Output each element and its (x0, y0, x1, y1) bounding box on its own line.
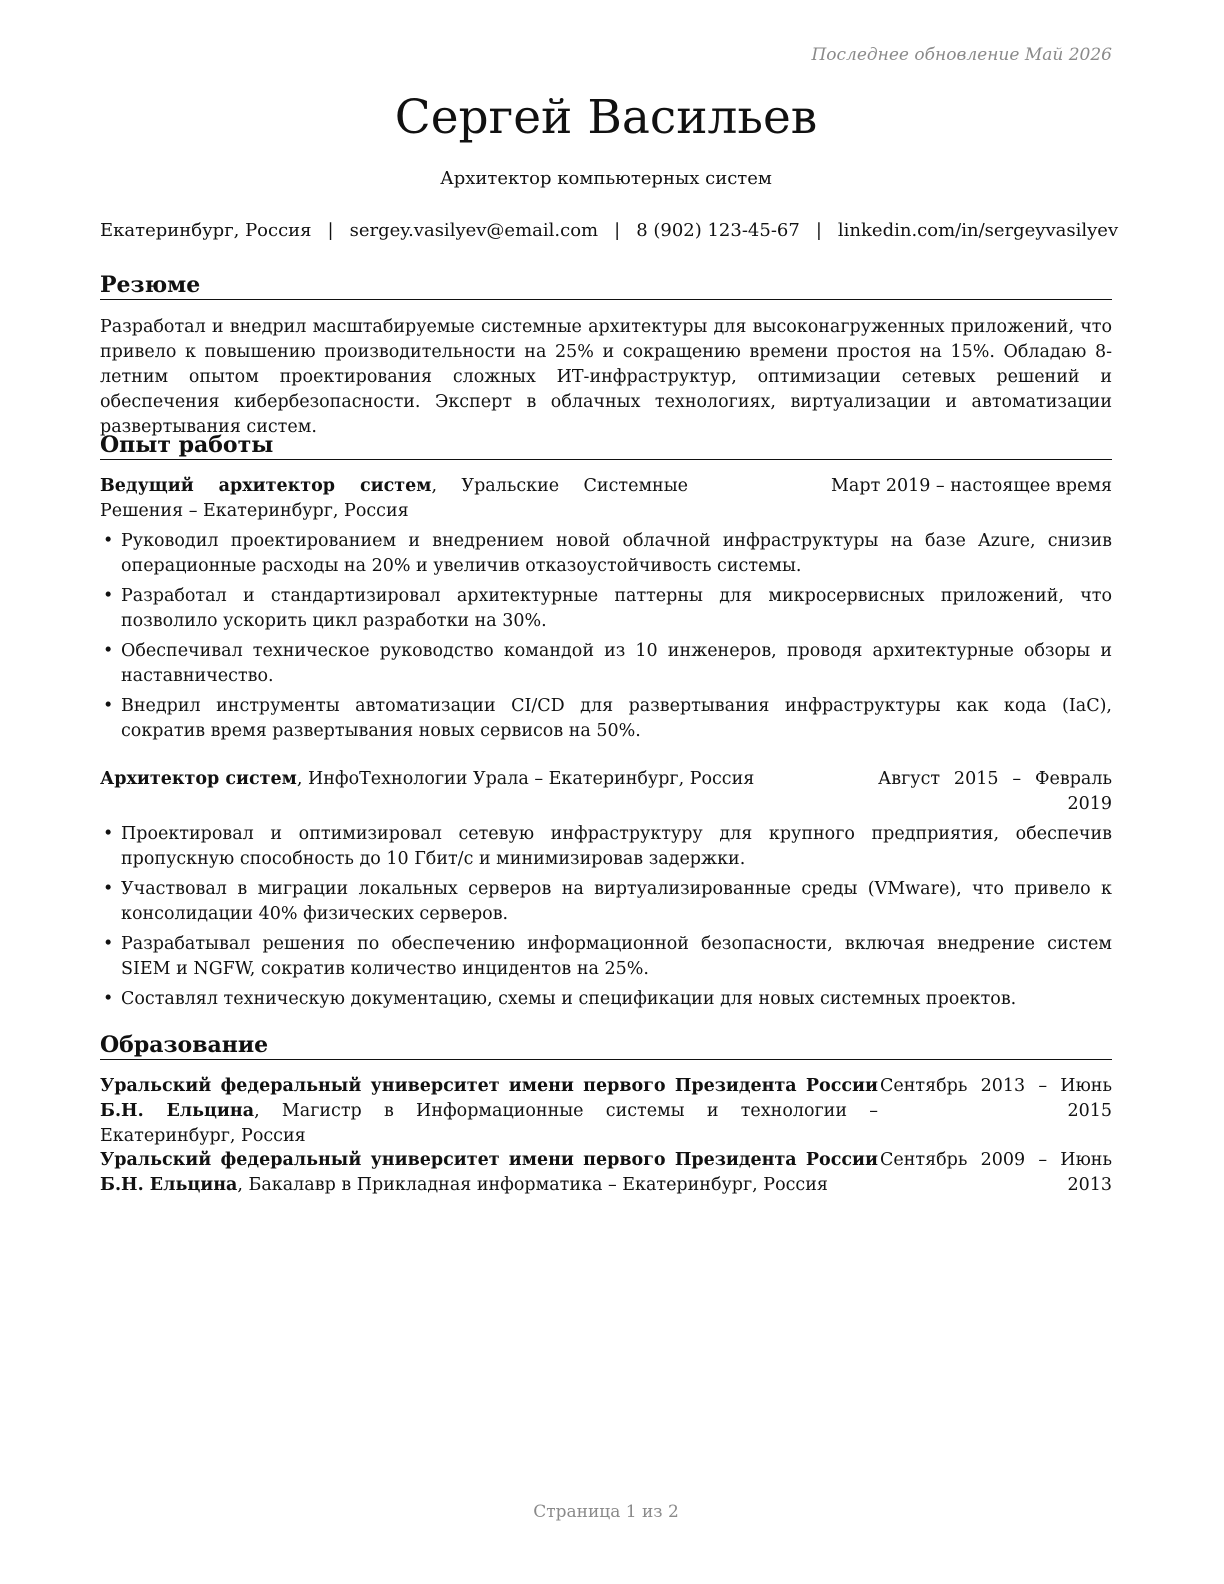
job-title-line (100, 474, 688, 524)
job-bullet-text: Обеспечивал техническое руководство командой из 10 инженеров, проводя архитектурные обзоры и наставничество. (121, 641, 1112, 686)
job-bullet-text: Составлял техническую документацию, схемы и спецификации для новых системных проектов. (121, 989, 1017, 1009)
job-header (100, 767, 1112, 817)
contact-line (100, 219, 1119, 243)
job-role: Ведущий архитектор систем (100, 476, 432, 496)
job-title-line (100, 767, 800, 792)
job-bullet-text: Руководил проектированием и внедрением новой облачной инфраструктуры на базе Azure, снизив операционные расходы на 20% и увеличив отказоустойчивость системы. (121, 531, 1112, 576)
education-entry (100, 1074, 1112, 1146)
job-bullet-text: Разрабатывал решения по обеспечению информационной безопасности, включая внедрение систем SIEM и NGFW, сократив количество инцидентов на 25%. (121, 934, 1112, 979)
contact-linkedin[interactable]: linkedin.com/in/sergeyvasilyev (837, 220, 1119, 241)
contact-email[interactable]: sergey.vasilyev@email.com (349, 220, 599, 241)
education-school: Уральский федеральный университет имени первого Президента России Б.Н. Ельцина (100, 1076, 878, 1121)
education-title-line (100, 1148, 878, 1198)
contact-location: Екатеринбург, Россия (100, 220, 312, 241)
job-company: , Уральские Системные Решения – Екатеринбург, Россия (100, 476, 688, 521)
list-item (100, 529, 1112, 579)
education-dates: Сентябрь 2013 – Июнь 2015 (880, 1076, 1112, 1121)
list-item (100, 877, 1112, 927)
bullet-icon: • (103, 934, 114, 954)
candidate-name: Сергей Васильев (394, 90, 818, 145)
bullet-icon: • (103, 696, 114, 716)
education-degree: , Магистр в Информационные системы и технологии – Екатеринбург, Россия (100, 1101, 878, 1146)
candidate-title: Архитектор компьютерных систем (440, 168, 772, 189)
job-role: Архитектор систем (100, 769, 297, 789)
job-dates: Март 2019 – настоящее время (831, 476, 1112, 496)
last-updated-label: Последнее обновление Май 2026 (811, 45, 1112, 65)
education-dates: Сентябрь 2009 – Июнь 2013 (880, 1150, 1112, 1195)
job-dates: Август 2015 – Февраль 2019 (878, 769, 1112, 814)
summary-text: Разработал и внедрил масштабируемые системные архитектуры для высоконагруженных приложений, что привело к повышению производительности на 25% и сокращению времени простоя на 15%. Обладаю 8-летним опытом проектирования сложных ИТ-инфраструктур, оптимизации сетевых решений и обеспечения кибербезопасности. Эксперт в облачных технологиях, виртуализации и автоматизации развертывания систем. (100, 317, 1112, 437)
job-bullet-text: Разработал и стандартизировал архитектурные паттерны для микросервисных приложений, что позволило ускорить цикл разработки на 30%. (121, 586, 1112, 631)
bullet-icon: • (103, 824, 114, 844)
contact-separator: | (815, 220, 822, 241)
section-heading-summary: Резюме (100, 271, 1112, 300)
education-entry (100, 1148, 1112, 1198)
job-header (100, 474, 1112, 524)
list-item (100, 987, 1112, 1012)
job-bullet-text: Проектировал и оптимизировал сетевую инфраструктуру для крупного предприятия, обеспечив пропускную способность до 10 Гбит/с и минимизировав задержки. (121, 824, 1112, 869)
job-bullets (100, 529, 1112, 749)
bullet-icon: • (103, 586, 114, 606)
contact-separator: | (327, 220, 334, 241)
bullet-icon: • (103, 531, 114, 551)
list-item (100, 822, 1112, 872)
contact-separator: | (614, 220, 621, 241)
section-heading-education: Образование (100, 1031, 1112, 1060)
list-item (100, 639, 1112, 689)
bullet-icon: • (103, 641, 114, 661)
job-bullets (100, 822, 1112, 1017)
bullet-icon: • (103, 989, 114, 1009)
section-heading-experience: Опыт работы (100, 431, 1112, 460)
education-degree: , Бакалавр в Прикладная информатика – Екатеринбург, Россия (237, 1175, 828, 1195)
bullet-icon: • (103, 879, 114, 899)
job-bullet-text: Участвовал в миграции локальных серверов на виртуализированные среды (VMware), что привело к консолидации 40% физических серверов. (121, 879, 1112, 924)
page-number: Страница 1 из 2 (533, 1502, 679, 1522)
education-title-line (100, 1074, 878, 1149)
contact-phone: 8 (902) 123-45-67 (636, 220, 800, 241)
resume-page (100, 0, 1119, 1584)
list-item (100, 584, 1112, 634)
job-bullet-text: Внедрил инструменты автоматизации CI/CD для развертывания инфраструктуры как кода (IaC), сократив время развертывания новых сервисов на 50%. (121, 696, 1112, 741)
education-school: Уральский федеральный университет имени первого Президента России Б.Н. Ельцина (100, 1150, 878, 1195)
list-item (100, 932, 1112, 982)
list-item (100, 694, 1112, 744)
job-company: , ИнфоТехнологии Урала – Екатеринбург, Россия (296, 769, 755, 789)
